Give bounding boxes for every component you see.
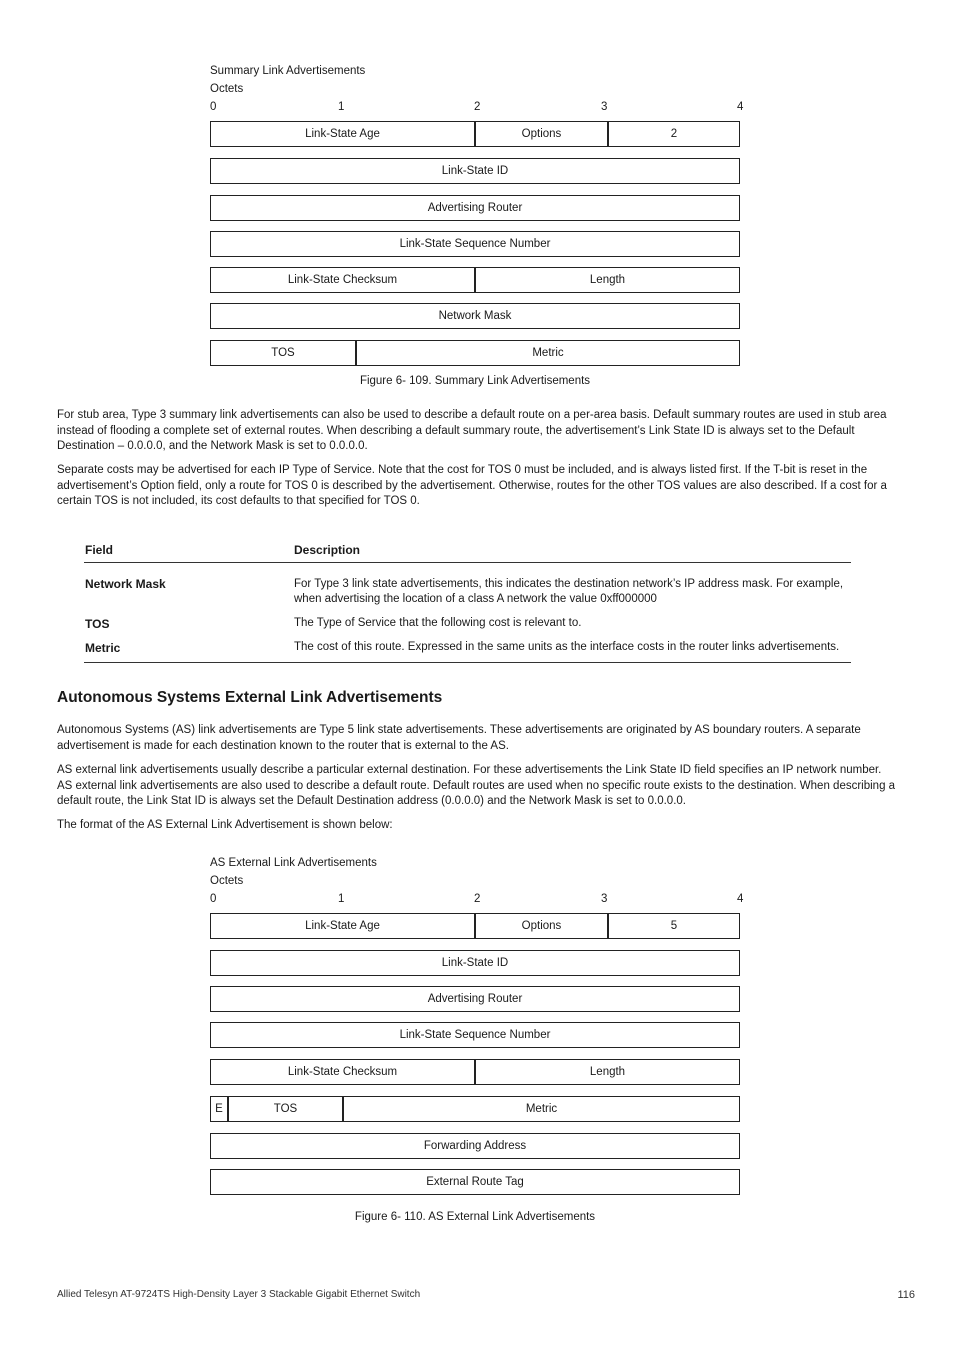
figure2-row-5	[210, 1059, 740, 1085]
figure2-row-4	[210, 1022, 740, 1048]
footer-product: Allied Telesyn AT-9724TS High-Density Layer 3 Stackable Gigabit Ethernet Switch	[57, 1289, 421, 1300]
figure2-row-3	[210, 986, 740, 1012]
field-forwarding-address: Forwarding Address	[210, 1133, 740, 1159]
octet-4: 4	[737, 101, 744, 113]
table-field-network-mask: Network Mask	[85, 577, 166, 591]
figure2-row-1	[210, 913, 740, 939]
table-header-field: Field	[85, 543, 114, 557]
figure1-octets-label: Octets	[210, 83, 244, 95]
octet-1: 1	[338, 893, 345, 905]
table-bottom-rule	[84, 662, 851, 663]
field-checksum: Link-State Checksum	[210, 1059, 475, 1085]
field-sequence-number: Link-State Sequence Number	[210, 1022, 740, 1048]
octet-0: 0	[210, 893, 217, 905]
field-tos: TOS	[210, 340, 356, 366]
field-length: Length	[475, 1059, 740, 1085]
field-e-bit: E	[210, 1096, 228, 1122]
figure1-row-5	[210, 267, 740, 293]
field-link-state-id: Link-State ID	[210, 950, 740, 976]
figure2-row-2	[210, 950, 740, 976]
octet-4: 4	[737, 893, 744, 905]
table-header-description: Description	[294, 543, 361, 557]
field-checksum: Link-State Checksum	[210, 267, 475, 293]
figure2-row-7	[210, 1133, 740, 1159]
field-options: Options	[475, 913, 608, 939]
figure1-row-2	[210, 158, 740, 184]
figure1-row-7	[210, 340, 740, 366]
figure1-row-6	[210, 303, 740, 329]
paragraph-separate-costs: Separate costs may be advertised for each IP Type of Service. Note that the cost for TOS 0 must be included, and is always listed first. If the T-bit is reset in the advertisement’s Option field, only a route for TOS 0 is described by the advertisement. Otherwise, routes for the other TOS values are also described. If a cost for a certain TOS is not included, its cost defaults to that specified for TOS 0.	[57, 464, 887, 507]
paragraph-as-link-ads: Autonomous Systems (AS) link advertisements are Type 5 link state advertisements. These advertisements are originated by AS boundary routers. A separate advertisement is made for each destination known to the router that is external to the AS.	[57, 724, 861, 752]
octet-3: 3	[601, 101, 608, 113]
figure2-caption: Figure 6- 110. AS External Link Advertisements	[354, 1211, 596, 1223]
octet-2: 2	[474, 893, 481, 905]
figure1-row-3	[210, 195, 740, 221]
octet-1: 1	[338, 101, 345, 113]
figure2-row-6	[210, 1096, 740, 1122]
table-desc-metric: The cost of this route. Expressed in the same units as the interface costs in the router links advertisements.	[294, 641, 840, 653]
field-sequence-number: Link-State Sequence Number	[210, 231, 740, 257]
field-metric: Metric	[343, 1096, 740, 1122]
field-metric: Metric	[356, 340, 740, 366]
table-desc-tos: The Type of Service that the following cost is relevant to.	[294, 617, 582, 629]
field-advertising-router: Advertising Router	[210, 986, 740, 1012]
field-link-state-id: Link-State ID	[210, 158, 740, 184]
octet-2: 2	[474, 101, 481, 113]
field-length: Length	[475, 267, 740, 293]
table-field-metric: Metric	[85, 641, 121, 655]
octet-0: 0	[210, 101, 217, 113]
page-number: 116	[897, 1289, 915, 1301]
field-link-state-age: Link-State Age	[210, 913, 475, 939]
field-options: Options	[475, 121, 608, 147]
field-tos: TOS	[228, 1096, 343, 1122]
field-network-mask: Network Mask	[210, 303, 740, 329]
figure2-title: AS External Link Advertisements	[210, 857, 377, 869]
figure1-caption: Figure 6- 109. Summary Link Advertisements	[359, 375, 591, 387]
field-type: 5	[608, 913, 740, 939]
section-title: Autonomous Systems External Link Advertisements	[57, 689, 443, 706]
paragraph-as-external: AS external link advertisements usually describe a particular external destination. For these advertisements the Link State ID field specifies an IP network number. AS external link advertisements are also used to describe a default route. Default routes are used when no specific route exists to the destination. When describing a default route, the Link Stat ID is always set the Default Destination address (0.0.0.0) and the Network Mask is set to 0.0.0.0.	[57, 764, 896, 807]
field-link-state-age: Link-State Age	[210, 121, 475, 147]
field-type: 2	[608, 121, 740, 147]
octet-3: 3	[601, 893, 608, 905]
figure1-row-4	[210, 231, 740, 257]
figure1-row-1	[210, 121, 740, 147]
field-external-route-tag: External Route Tag	[210, 1169, 740, 1195]
table-header-rule	[84, 562, 851, 563]
paragraph-format: The format of the AS External Link Advertisement is shown below:	[57, 819, 393, 831]
table-desc-network-mask: For Type 3 link state advertisements, this indicates the destination network’s IP address mask. For example, when advertising the location of a class A network the value 0xff000000	[294, 578, 844, 605]
table-field-tos: TOS	[85, 617, 110, 631]
figure1-title: Summary Link Advertisements	[210, 65, 366, 77]
figure2-row-8	[210, 1169, 740, 1195]
field-advertising-router: Advertising Router	[210, 195, 740, 221]
figure2-octets-label: Octets	[210, 875, 244, 887]
paragraph-stub-area: For stub area, Type 3 summary link advertisements can also be used to describe a default route on a per-area basis. Default summary routes are used in stub area instead of flooding a complete set of external routes. When describing a default summary route, the advertisement’s Link State ID is always set to the Default Destination – 0.0.0.0, and the Network Mask is set to 0.0.0.0.	[57, 409, 887, 452]
